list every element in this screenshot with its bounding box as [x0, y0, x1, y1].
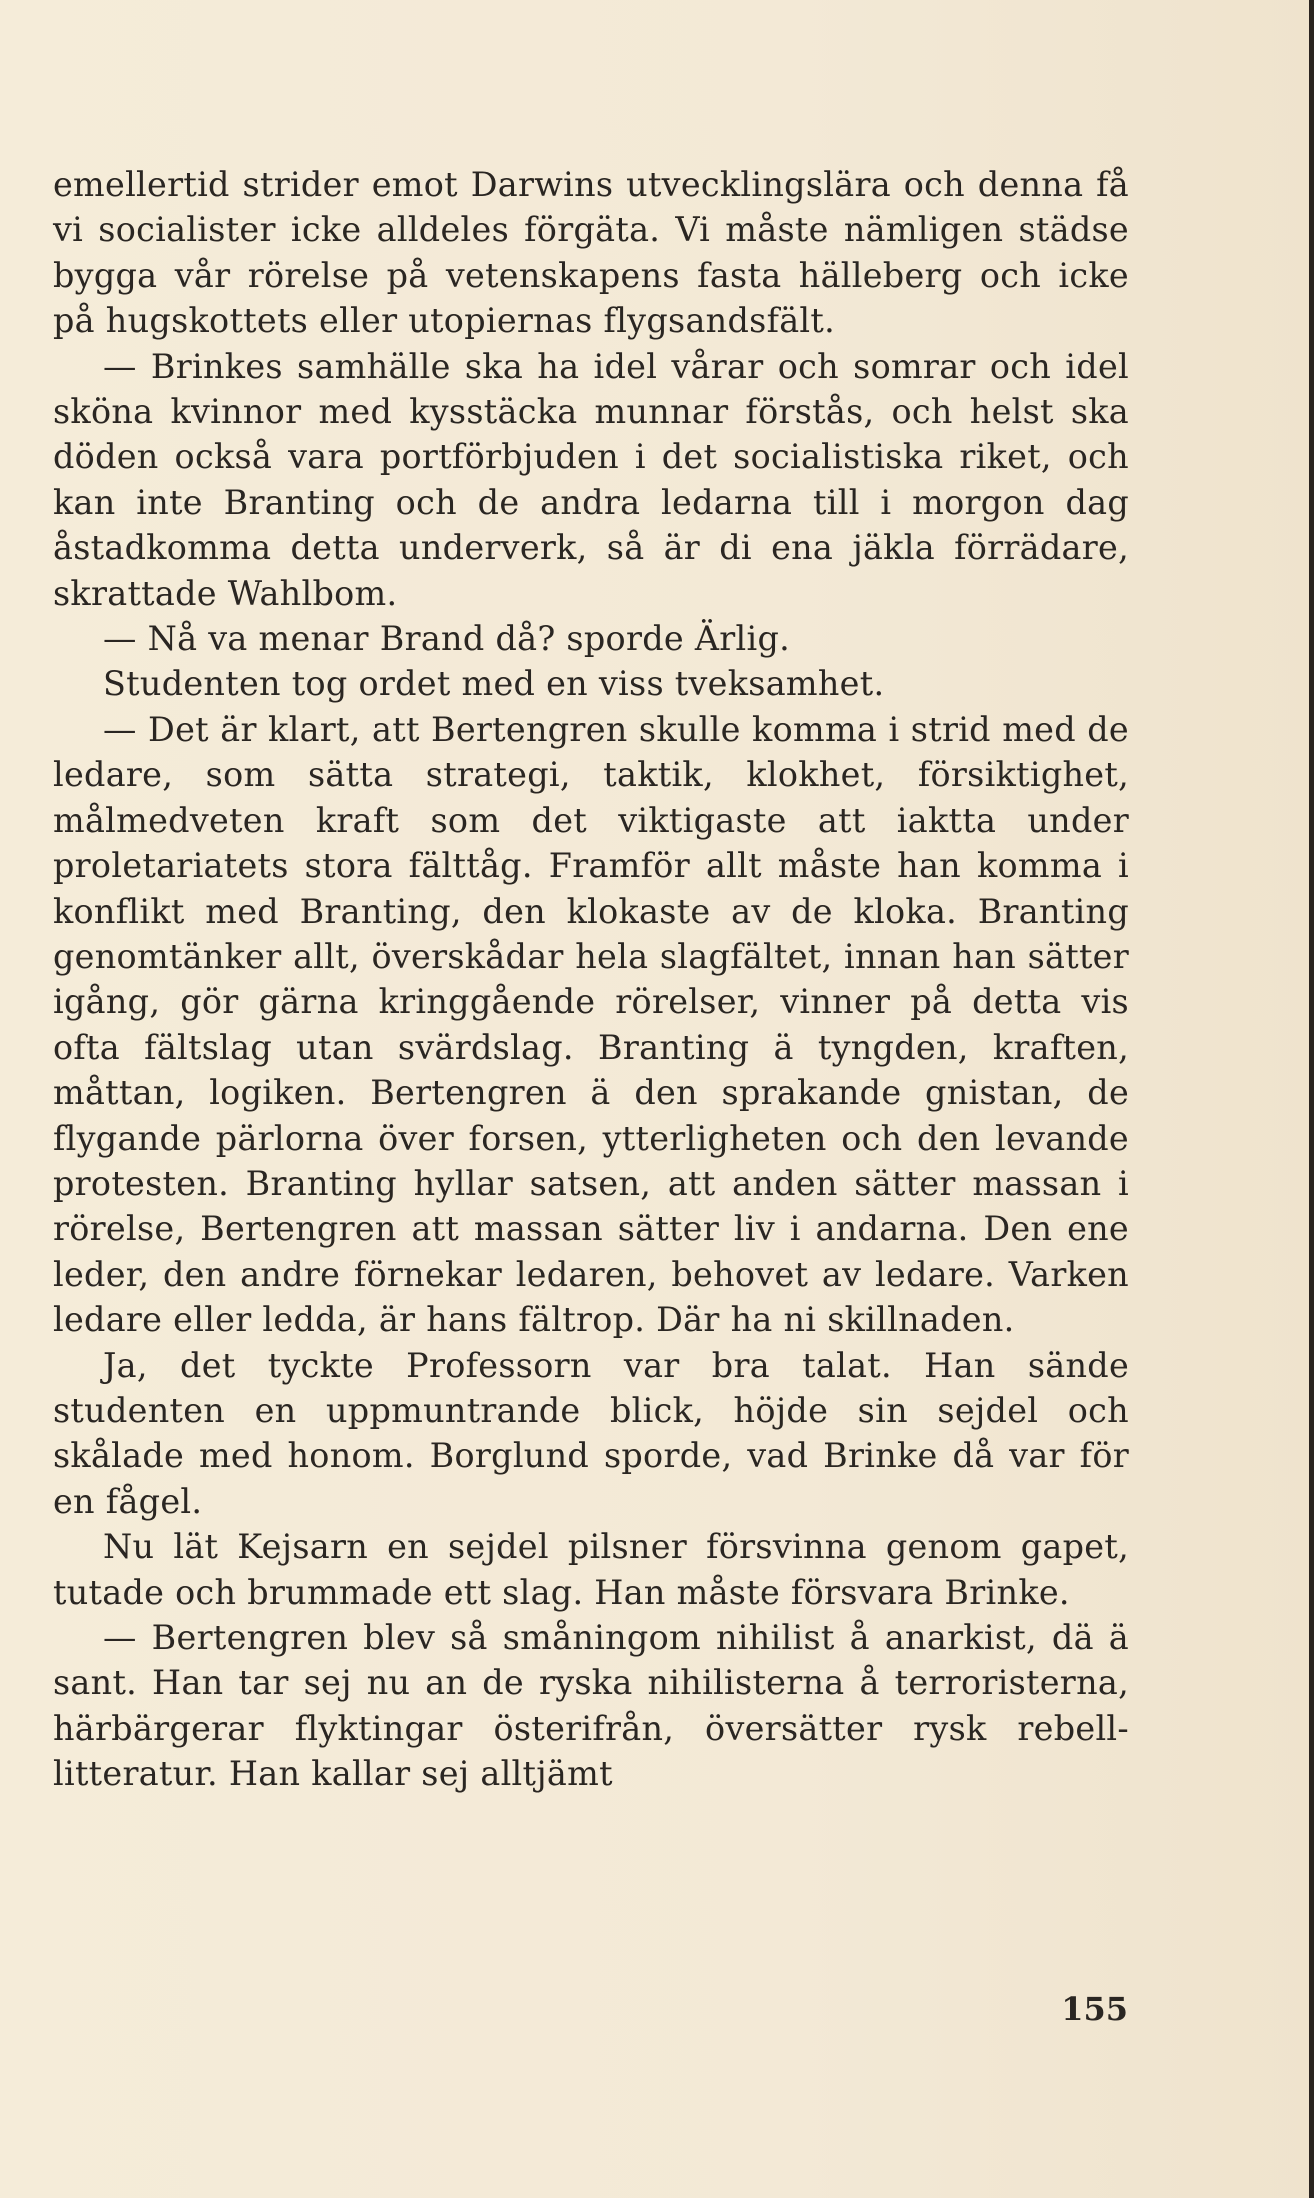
- page-edge-shadow: [1309, 0, 1314, 2198]
- paragraph-1: emellertid strider emot Darwins utvecklingslära och denna få vi socialister icke alldeles förgäta. Vi måste nämligen städse bygga vår rörelse på vetenskapens fasta hälleberg och icke på hugskottets eller utopiernas flygsandsfält.: [53, 165, 1129, 341]
- paragraph-2: — Brinkes samhälle ska ha idel vårar och somrar och idel sköna kvinnor med kysstäcka munnar förstås, och helst ska döden också vara portförbjuden i det socialistiska riket, och kan inte Branting och de andra ledarna till i morgon dag åstadkomma detta underverk, så är di ena jäkla förrädare, skrattade Wahlbom.: [53, 346, 1129, 613]
- paragraph-3: — Nå va menar Brand då? sporde Ärlig.: [103, 619, 791, 659]
- paragraph-4: Studenten tog ordet med en viss tveksamhet.: [103, 664, 885, 704]
- paragraph-7: Nu lät Kejsarn en sejdel pilsner försvinna genom gapet, tutade och brummade ett slag. Han måste försvara Brinke.: [53, 1527, 1129, 1612]
- page-number: 155: [1061, 1990, 1128, 2028]
- paragraph-5: — Det är klart, att Bertengren skulle komma i strid med de ledare, som sätta strategi, taktik, klokhet, försiktighet, målmedveten kraft som det viktigaste att iaktta under proletariatets stora fälttåg. Framför allt måste han komma i konflikt med Branting, den klokaste av de kloka. Branting genomtänker allt, överskådar hela slagfältet, innan han sätter igång, gör gärna kringgående rörelser, vinner på detta vis ofta fältslag utan svärdslag. Branting ä tyngden, kraften, måttan, logiken. Bertengren ä den sprakande gnistan, de flygande pärlorna över forsen, ytterligheten och den levande protesten. Branting hyllar satsen, att anden sätter massan i rörelse, Bertengren att massan sätter liv i andarna. Den ene leder, den andre förnekar ledaren, behovet av ledare. Varken ledare eller ledda, är hans fältrop. Där ha ni skillnaden.: [53, 709, 1129, 1340]
- paragraph-8: — Bertengren blev så småningom nihilist å anarkist, dä ä sant. Han tar sej nu an de ryska nihilisterna å terroristerna, härbärgerar flyktingar österifrån, översätter rysk rebell-litteratur. Han kallar sej alltjämt: [53, 1618, 1129, 1794]
- body-text: [53, 162, 1129, 1797]
- paragraph-6: Ja, det tyckte Professorn var bra talat. Han sände studenten en uppmuntrande blick, höjde sin sejdel och skålade med honom. Borglund sporde, vad Brinke då var för en fågel.: [53, 1345, 1129, 1521]
